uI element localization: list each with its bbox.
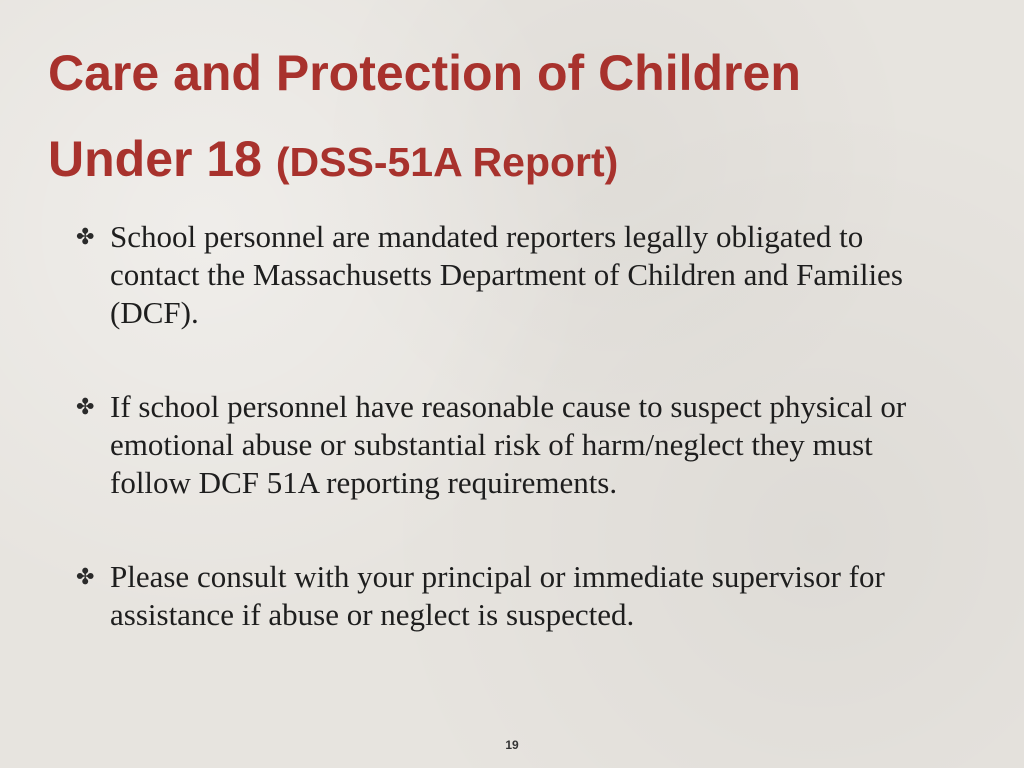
bullet-item (76, 218, 956, 332)
slide-title-report-code: (DSS-51A Report) (275, 139, 619, 185)
fleuron-bullet-icon: ✤ (76, 394, 95, 419)
bullet-text: School personnel are mandated reporters legally obligated to contact the Massachusetts Department of Children and Families (DCF). (110, 219, 903, 330)
bullet-list (76, 218, 956, 690)
bullet-item (76, 388, 956, 502)
fleuron-bullet-icon: ✤ (76, 564, 95, 589)
bullet-text: Please consult with your principal or immediate supervisor for assistance if abuse or neglect is suspected. (110, 559, 885, 632)
bullet-text: If school personnel have reasonable cause to suspect physical or emotional abuse or substantial risk of harm/neglect they must follow DCF 51A reporting requirements. (110, 389, 907, 500)
slide-title (48, 30, 988, 205)
slide-title-line-1: Care and Protection of Children (48, 45, 801, 101)
slide-title-line-2 (48, 116, 988, 205)
page-number: 19 (505, 738, 519, 752)
fleuron-bullet-icon: ✤ (76, 224, 95, 249)
bullet-item (76, 558, 956, 634)
slide-title-main: Under 18 (48, 131, 276, 187)
